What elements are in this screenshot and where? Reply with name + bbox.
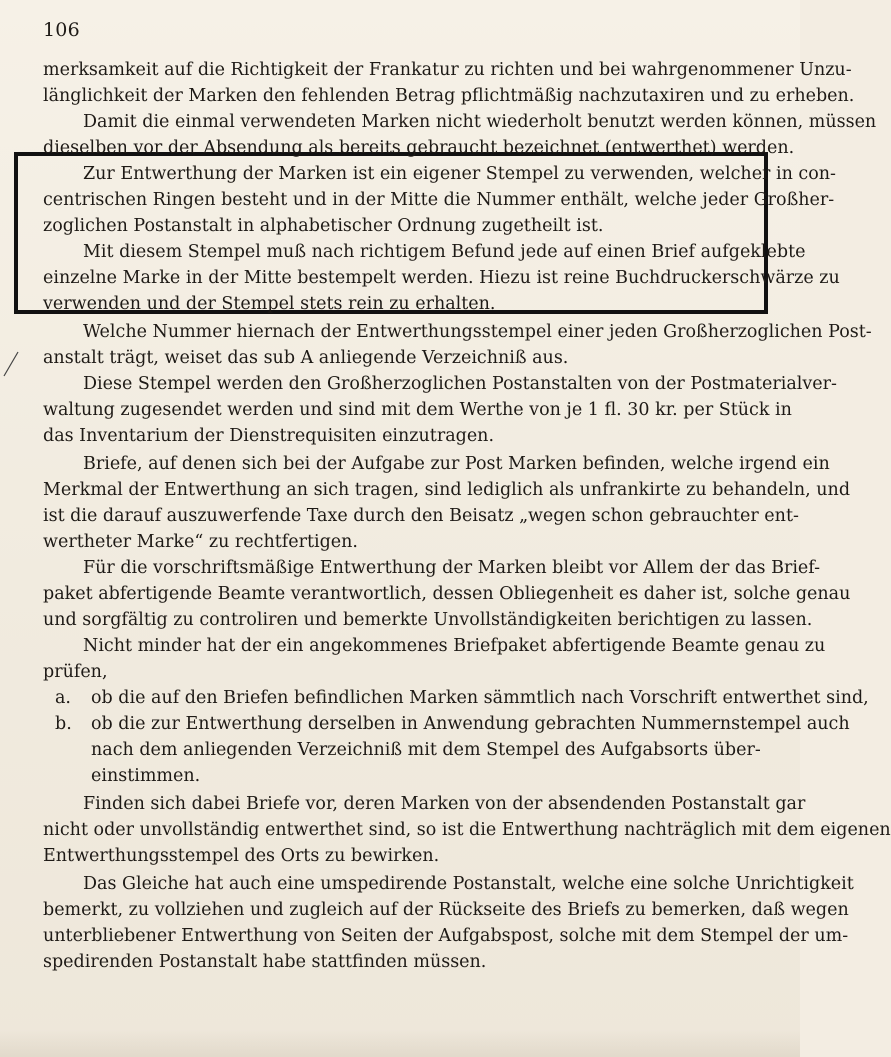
list-item-text: ob die auf den Briefen befindlichen Marken sämmtlich nach Vorschrift entwerthet sind, xyxy=(91,688,869,708)
text-line: merksamkeit auf die Richtigkeit der Frankatur zu richten und bei wahrgenommener Unzu- xyxy=(43,60,852,80)
list-label-a: a. xyxy=(55,688,71,708)
list-label-b: b. xyxy=(55,714,72,734)
text-line: zoglichen Postanstalt in alphabetischer Ordnung zugetheilt ist. xyxy=(43,216,604,236)
text-line: verwenden und der Stempel stets rein zu erhalten. xyxy=(43,294,496,314)
text-line: ist die darauf auszuwerfende Taxe durch den Beisatz „wegen schon gebrauchter ent- xyxy=(43,506,799,526)
text-line: Entwerthungsstempel des Orts zu bewirken. xyxy=(43,846,440,866)
text-line: wertheter Marke“ zu rechtfertigen. xyxy=(43,532,358,552)
text-line: Merkmal der Entwerthung an sich tragen, sind lediglich als unfrankirte zu behandeln, und xyxy=(43,480,851,500)
text-line: Das Gleiche hat auch eine umspedirende Postanstalt, welche eine solche Unrichtigkeit xyxy=(83,874,854,894)
text-line: länglichkeit der Marken den fehlenden Betrag pflichtmäßig nachzutaxiren und zu erheben. xyxy=(43,86,855,106)
list-item-text: ob die zur Entwerthung derselben in Anwendung gebrachten Nummernstempel auch xyxy=(91,714,850,734)
text-line: Welche Nummer hiernach der Entwerthungsstempel einer jeden Großherzoglichen Post- xyxy=(83,322,872,342)
text-line: Briefe, auf denen sich bei der Aufgabe zur Post Marken befinden, welche irgend ein xyxy=(83,454,830,474)
scan-shadow xyxy=(0,1029,800,1057)
text-line: das Inventarium der Dienstrequisiten einzutragen. xyxy=(43,426,495,446)
margin-pencil-mark xyxy=(2,350,20,378)
text-line: Nicht minder hat der ein angekommenes Briefpaket abfertigende Beamte genau zu xyxy=(83,636,826,656)
text-line: prüfen, xyxy=(43,662,108,682)
list-item-text: einstimmen. xyxy=(91,766,201,786)
text-line: unterbliebener Entwerthung von Seiten der Aufgabspost, solche mit dem Stempel der um- xyxy=(43,926,849,946)
text-line: centrischen Ringen besteht und in der Mitte die Nummer enthält, welche jeder Großher- xyxy=(43,190,835,210)
text-line: einzelne Marke in der Mitte bestempelt werden. Hiezu ist reine Buchdruckerschwärze zu xyxy=(43,268,840,288)
page-number: 106 xyxy=(43,19,80,41)
text-line: paket abfertigende Beamte verantwortlich, dessen Obliegenheit es daher ist, solche genau xyxy=(43,584,851,604)
text-line: nicht oder unvollständig entwerthet sind, so ist die Entwerthung nachträglich mit dem eigenen xyxy=(43,820,891,840)
text-line: Finden sich dabei Briefe vor, deren Marken von der absendenden Postanstalt gar xyxy=(83,794,806,814)
text-line: anstalt trägt, weiset das sub A anliegende Verzeichniß aus. xyxy=(43,348,569,368)
text-line: Für die vorschriftsmäßige Entwerthung der Marken bleibt vor Allem der das Brief- xyxy=(83,558,821,578)
text-line: bemerkt, zu vollziehen und zugleich auf der Rückseite des Briefs zu bemerken, daß wegen xyxy=(43,900,849,920)
text-line: waltung zugesendet werden und sind mit dem Werthe von je 1 fl. 30 kr. per Stück in xyxy=(43,400,792,420)
text-line: Damit die einmal verwendeten Marken nicht wiederholt benutzt werden können, müssen xyxy=(83,112,877,132)
text-line: Diese Stempel werden den Großherzoglichen Postanstalten von der Postmaterialver- xyxy=(83,374,837,394)
text-line: Zur Entwerthung der Marken ist ein eigener Stempel zu verwenden, welcher in con- xyxy=(83,164,836,184)
text-line: und sorgfältig zu controliren und bemerkte Unvollständigkeiten berichtigen zu lassen. xyxy=(43,610,813,630)
text-line: dieselben vor der Absendung als bereits gebraucht bezeichnet (entwerthet) werden. xyxy=(43,138,795,158)
text-line: Mit diesem Stempel muß nach richtigem Befund jede auf einen Brief aufgeklebte xyxy=(83,242,806,262)
text-line: spedirenden Postanstalt habe stattfinden müssen. xyxy=(43,952,487,972)
list-item-text: nach dem anliegenden Verzeichniß mit dem Stempel des Aufgabsorts über- xyxy=(91,740,761,760)
